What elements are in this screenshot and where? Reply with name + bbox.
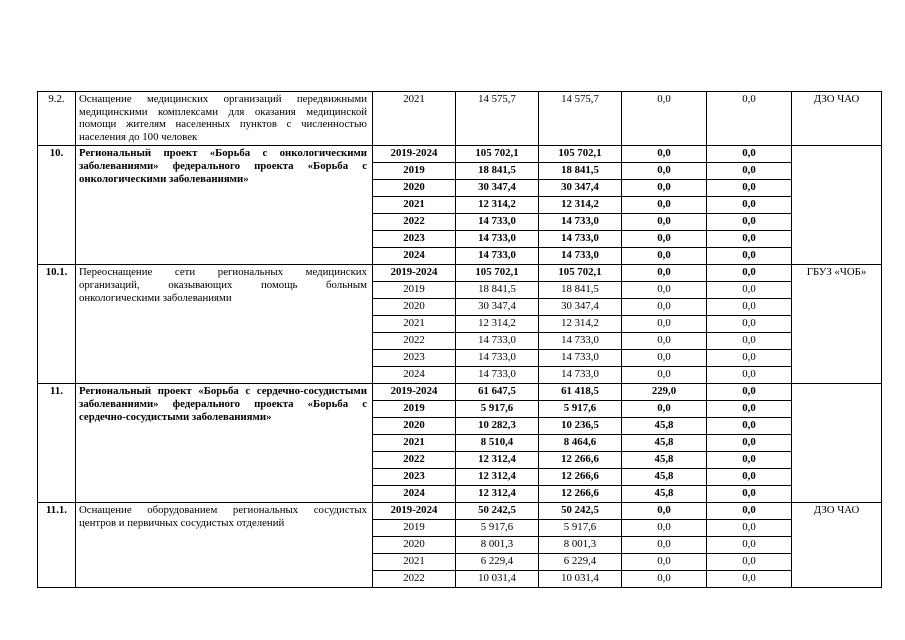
year-cell: 2024: [373, 367, 456, 384]
other-sources-cell: 0,0: [707, 537, 792, 554]
responsible-executor: ДЗО ЧАО: [792, 92, 882, 146]
other-sources-cell: 0,0: [707, 418, 792, 435]
district-budget-cell: 105 702,1: [539, 146, 622, 163]
item-name: Региональный проект «Борьба с онкологическими заболеваниями» федерального проекта «Борьба с онкологическими заболеваниями»: [76, 146, 373, 265]
table-row: [38, 146, 882, 163]
item-name: Оснащение медицинских организаций передвижными медицинскими комплексами для оказания медицинской помощи жителям населенных пунктов с численностью населения до 100 человек: [76, 92, 373, 146]
district-budget-cell: 12 314,2: [539, 197, 622, 214]
year-cell: 2019: [373, 163, 456, 180]
federal-budget-cell: 0,0: [622, 163, 707, 180]
district-budget-cell: 14 733,0: [539, 350, 622, 367]
table-row: [38, 92, 882, 146]
responsible-executor: ДЗО ЧАО: [792, 503, 882, 588]
year-cell: 2021: [373, 197, 456, 214]
table-row: [38, 503, 882, 520]
district-budget-cell: 5 917,6: [539, 401, 622, 418]
year-cell: 2020: [373, 537, 456, 554]
total-cell: 8 510,4: [456, 435, 539, 452]
federal-budget-cell: 0,0: [622, 401, 707, 418]
total-cell: 105 702,1: [456, 146, 539, 163]
federal-budget-cell: 0,0: [622, 146, 707, 163]
other-sources-cell: 0,0: [707, 520, 792, 537]
district-budget-cell: 8 464,6: [539, 435, 622, 452]
federal-budget-cell: 0,0: [622, 180, 707, 197]
budget-table: [37, 91, 882, 588]
other-sources-cell: 0,0: [707, 554, 792, 571]
district-budget-cell: 14 733,0: [539, 333, 622, 350]
year-cell: 2019-2024: [373, 384, 456, 401]
item-name: Региональный проект «Борьба с сердечно-сосудистыми заболеваниями» федерального проекта «Борьба с сердечно-сосудистыми заболеваниями»: [76, 384, 373, 503]
district-budget-cell: 12 266,6: [539, 469, 622, 486]
total-cell: 12 314,2: [456, 197, 539, 214]
other-sources-cell: 0,0: [707, 231, 792, 248]
year-cell: 2019-2024: [373, 146, 456, 163]
year-cell: 2019-2024: [373, 265, 456, 282]
item-name: Оснащение оборудованием региональных сосудистых центров и первичных сосудистых отделений: [76, 503, 373, 588]
federal-budget-cell: 45,8: [622, 469, 707, 486]
federal-budget-cell: 45,8: [622, 452, 707, 469]
other-sources-cell: 0,0: [707, 299, 792, 316]
federal-budget-cell: 0,0: [622, 248, 707, 265]
total-cell: 14 575,7: [456, 92, 539, 146]
total-cell: 50 242,5: [456, 503, 539, 520]
district-budget-cell: 18 841,5: [539, 282, 622, 299]
federal-budget-cell: 0,0: [622, 92, 707, 146]
total-cell: 12 312,4: [456, 469, 539, 486]
other-sources-cell: 0,0: [707, 146, 792, 163]
federal-budget-cell: 45,8: [622, 435, 707, 452]
federal-budget-cell: 0,0: [622, 316, 707, 333]
total-cell: 6 229,4: [456, 554, 539, 571]
other-sources-cell: 0,0: [707, 248, 792, 265]
year-cell: 2023: [373, 350, 456, 367]
total-cell: 10 031,4: [456, 571, 539, 588]
other-sources-cell: 0,0: [707, 452, 792, 469]
federal-budget-cell: 0,0: [622, 367, 707, 384]
year-cell: 2021: [373, 92, 456, 146]
other-sources-cell: 0,0: [707, 503, 792, 520]
federal-budget-cell: 0,0: [622, 503, 707, 520]
district-budget-cell: 14 733,0: [539, 248, 622, 265]
total-cell: 12 312,4: [456, 486, 539, 503]
other-sources-cell: 0,0: [707, 180, 792, 197]
federal-budget-cell: 0,0: [622, 231, 707, 248]
district-budget-cell: 105 702,1: [539, 265, 622, 282]
federal-budget-cell: 0,0: [622, 333, 707, 350]
item-number: 11.1.: [38, 503, 76, 588]
federal-budget-cell: 0,0: [622, 571, 707, 588]
year-cell: 2022: [373, 333, 456, 350]
table-body: [38, 92, 882, 588]
federal-budget-cell: 45,8: [622, 486, 707, 503]
total-cell: 14 733,0: [456, 214, 539, 231]
total-cell: 5 917,6: [456, 401, 539, 418]
other-sources-cell: 0,0: [707, 571, 792, 588]
district-budget-cell: 10 031,4: [539, 571, 622, 588]
year-cell: 2023: [373, 231, 456, 248]
table-row: [38, 384, 882, 401]
year-cell: 2021: [373, 554, 456, 571]
total-cell: 30 347,4: [456, 180, 539, 197]
other-sources-cell: 0,0: [707, 316, 792, 333]
item-name: Переоснащение сети региональных медицинских организаций, оказывающих помощь больным онкологическими заболеваниями: [76, 265, 373, 384]
district-budget-cell: 18 841,5: [539, 163, 622, 180]
other-sources-cell: 0,0: [707, 197, 792, 214]
total-cell: 14 733,0: [456, 248, 539, 265]
other-sources-cell: 0,0: [707, 350, 792, 367]
table-row: [38, 265, 882, 282]
district-budget-cell: 5 917,6: [539, 520, 622, 537]
district-budget-cell: 10 236,5: [539, 418, 622, 435]
district-budget-cell: 14 733,0: [539, 214, 622, 231]
responsible-executor: [792, 146, 882, 265]
year-cell: 2022: [373, 452, 456, 469]
district-budget-cell: 30 347,4: [539, 180, 622, 197]
year-cell: 2020: [373, 180, 456, 197]
total-cell: 8 001,3: [456, 537, 539, 554]
district-budget-cell: 12 266,6: [539, 486, 622, 503]
other-sources-cell: 0,0: [707, 435, 792, 452]
district-budget-cell: 6 229,4: [539, 554, 622, 571]
other-sources-cell: 0,0: [707, 384, 792, 401]
total-cell: 14 733,0: [456, 350, 539, 367]
item-number: 11.: [38, 384, 76, 503]
item-number: 9.2.: [38, 92, 76, 146]
year-cell: 2022: [373, 214, 456, 231]
total-cell: 10 282,3: [456, 418, 539, 435]
federal-budget-cell: 0,0: [622, 214, 707, 231]
other-sources-cell: 0,0: [707, 163, 792, 180]
district-budget-cell: 14 733,0: [539, 231, 622, 248]
district-budget-cell: 14 733,0: [539, 367, 622, 384]
district-budget-cell: 8 001,3: [539, 537, 622, 554]
item-number: 10.: [38, 146, 76, 265]
other-sources-cell: 0,0: [707, 401, 792, 418]
total-cell: 12 314,2: [456, 316, 539, 333]
federal-budget-cell: 0,0: [622, 197, 707, 214]
federal-budget-cell: 45,8: [622, 418, 707, 435]
other-sources-cell: 0,0: [707, 486, 792, 503]
other-sources-cell: 0,0: [707, 282, 792, 299]
district-budget-cell: 61 418,5: [539, 384, 622, 401]
district-budget-cell: 12 266,6: [539, 452, 622, 469]
responsible-executor: ГБУЗ «ЧОБ»: [792, 265, 882, 384]
year-cell: 2020: [373, 299, 456, 316]
year-cell: 2019: [373, 282, 456, 299]
total-cell: 30 347,4: [456, 299, 539, 316]
total-cell: 12 312,4: [456, 452, 539, 469]
federal-budget-cell: 229,0: [622, 384, 707, 401]
total-cell: 14 733,0: [456, 231, 539, 248]
total-cell: 18 841,5: [456, 282, 539, 299]
federal-budget-cell: 0,0: [622, 554, 707, 571]
district-budget-cell: 30 347,4: [539, 299, 622, 316]
federal-budget-cell: 0,0: [622, 537, 707, 554]
total-cell: 5 917,6: [456, 520, 539, 537]
other-sources-cell: 0,0: [707, 333, 792, 350]
other-sources-cell: 0,0: [707, 469, 792, 486]
year-cell: 2020: [373, 418, 456, 435]
district-budget-cell: 50 242,5: [539, 503, 622, 520]
year-cell: 2019-2024: [373, 503, 456, 520]
item-number: 10.1.: [38, 265, 76, 384]
total-cell: 14 733,0: [456, 333, 539, 350]
year-cell: 2024: [373, 486, 456, 503]
other-sources-cell: 0,0: [707, 367, 792, 384]
total-cell: 18 841,5: [456, 163, 539, 180]
year-cell: 2021: [373, 435, 456, 452]
other-sources-cell: 0,0: [707, 265, 792, 282]
district-budget-cell: 14 575,7: [539, 92, 622, 146]
federal-budget-cell: 0,0: [622, 299, 707, 316]
year-cell: 2021: [373, 316, 456, 333]
federal-budget-cell: 0,0: [622, 265, 707, 282]
district-budget-cell: 12 314,2: [539, 316, 622, 333]
year-cell: 2024: [373, 248, 456, 265]
federal-budget-cell: 0,0: [622, 520, 707, 537]
federal-budget-cell: 0,0: [622, 282, 707, 299]
other-sources-cell: 0,0: [707, 92, 792, 146]
other-sources-cell: 0,0: [707, 214, 792, 231]
year-cell: 2023: [373, 469, 456, 486]
year-cell: 2019: [373, 520, 456, 537]
total-cell: 61 647,5: [456, 384, 539, 401]
total-cell: 105 702,1: [456, 265, 539, 282]
total-cell: 14 733,0: [456, 367, 539, 384]
responsible-executor: [792, 384, 882, 503]
federal-budget-cell: 0,0: [622, 350, 707, 367]
year-cell: 2022: [373, 571, 456, 588]
year-cell: 2019: [373, 401, 456, 418]
